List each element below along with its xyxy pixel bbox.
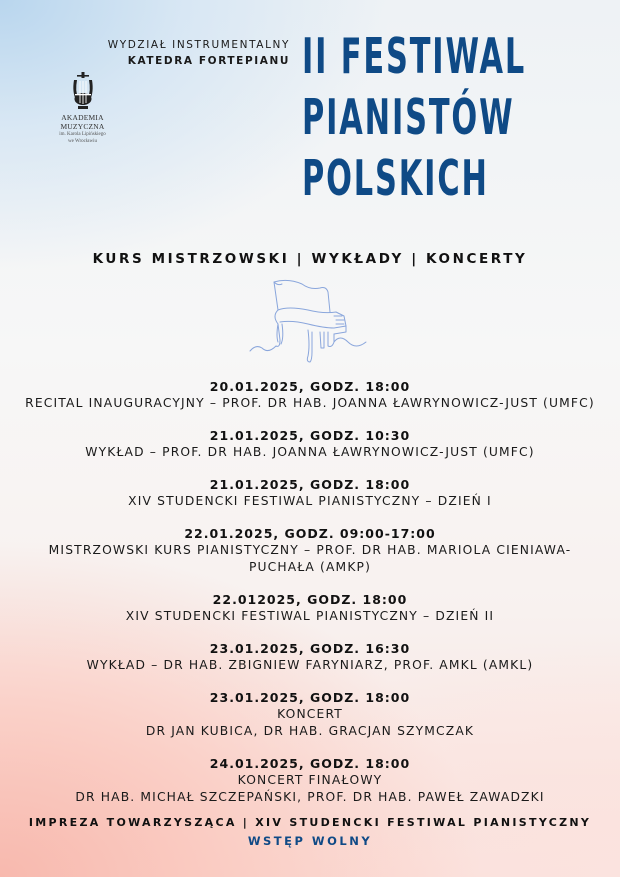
event-description: XIV STUDENCKI FESTIWAL PIANISTYCZNY – DZIEŃ I: [128, 494, 492, 508]
academy-logo: [40, 72, 125, 145]
event-item: [20, 525, 600, 576]
event-date: 20.01.2025, GODZ. 18:00: [209, 379, 411, 394]
title-line-1: II FESTIWAL: [302, 28, 527, 85]
event-description: WYKŁAD – DR HAB. ZBIGNIEW FARYNIARZ, PROF. AMKL (AMKL): [86, 658, 534, 672]
event-performers: DR HAB. MICHAŁ SZCZEPAŃSKI, PROF. DR HAB. PAWEŁ ZAWADZKI: [75, 790, 545, 804]
event-title: KONCERT: [277, 707, 343, 721]
event-date: 21.01.2025, GODZ. 18:00: [209, 477, 411, 492]
event-item: [20, 689, 600, 740]
event-description: WYKŁAD – PROF. DR HAB. JOANNA ŁAWRYNOWICZ-JUST (UMFC): [85, 445, 535, 459]
event-date: 24.01.2025, GODZ. 18:00: [209, 756, 411, 771]
event-date: 22.01.2025, GODZ. 09:00-17:00: [184, 526, 436, 541]
department-name: WYDZIAŁ INSTRUMENTALNY: [107, 39, 290, 51]
title-line-2: PIANISTÓW: [302, 89, 515, 146]
event-item: [20, 378, 600, 412]
department-header: [108, 37, 290, 69]
event-description: RECITAL INAUGURACYJNY – PROF. DR HAB. JOANNA ŁAWRYNOWICZ-JUST (UMFC): [25, 396, 595, 410]
event-description: XIV STUDENCKI FESTIWAL PIANISTYCZNY – DZIEŃ II: [125, 609, 495, 623]
event-item: [20, 591, 600, 625]
event-item: [20, 427, 600, 461]
footer: [0, 813, 620, 851]
event-date: 21.01.2025, GODZ. 10:30: [209, 428, 411, 443]
event-performers: DR JAN KUBICA, DR HAB. GRACJAN SZYMCZAK: [145, 724, 475, 738]
event-item: [20, 755, 600, 806]
academy-patron: im. Karola Lipińskiego: [59, 132, 106, 137]
event-description-continued: PUCHAŁA (AMKP): [248, 560, 372, 574]
event-title: KONCERT FINAŁOWY: [237, 773, 383, 787]
event-item: [20, 640, 600, 674]
grand-piano-icon: [248, 276, 373, 366]
festival-subtitle: KURS MISTRZOWSKI | WYKŁADY | KONCERTY: [92, 251, 528, 267]
event-date: 23.01.2025, GODZ. 18:00: [209, 690, 411, 705]
academy-name: AKADEMIA MUZYCZNA: [60, 113, 105, 131]
event-item: [20, 476, 600, 510]
title-line-3: POLSKICH: [302, 150, 489, 207]
lyre-icon: [70, 72, 96, 110]
event-date: 22.012025, GODZ. 18:00: [212, 592, 408, 607]
accompanying-event: IMPREZA TOWARZYSZĄCA | XIV STUDENCKI FESTIWAL PIANISTYCZNY: [28, 816, 592, 829]
event-description: MISTRZOWSKI KURS PIANISTYCZNY – PROF. DR HAB. MARIOLA CIENIAWA-: [48, 543, 572, 557]
festival-title: [302, 26, 526, 209]
event-date: 23.01.2025, GODZ. 16:30: [209, 641, 411, 656]
chair-name: KATEDRA FORTEPIANU: [127, 55, 290, 67]
event-schedule: [20, 378, 600, 821]
academy-city: we Wrocławiu: [67, 139, 97, 144]
free-admission: WSTĘP WOLNY: [247, 834, 373, 848]
